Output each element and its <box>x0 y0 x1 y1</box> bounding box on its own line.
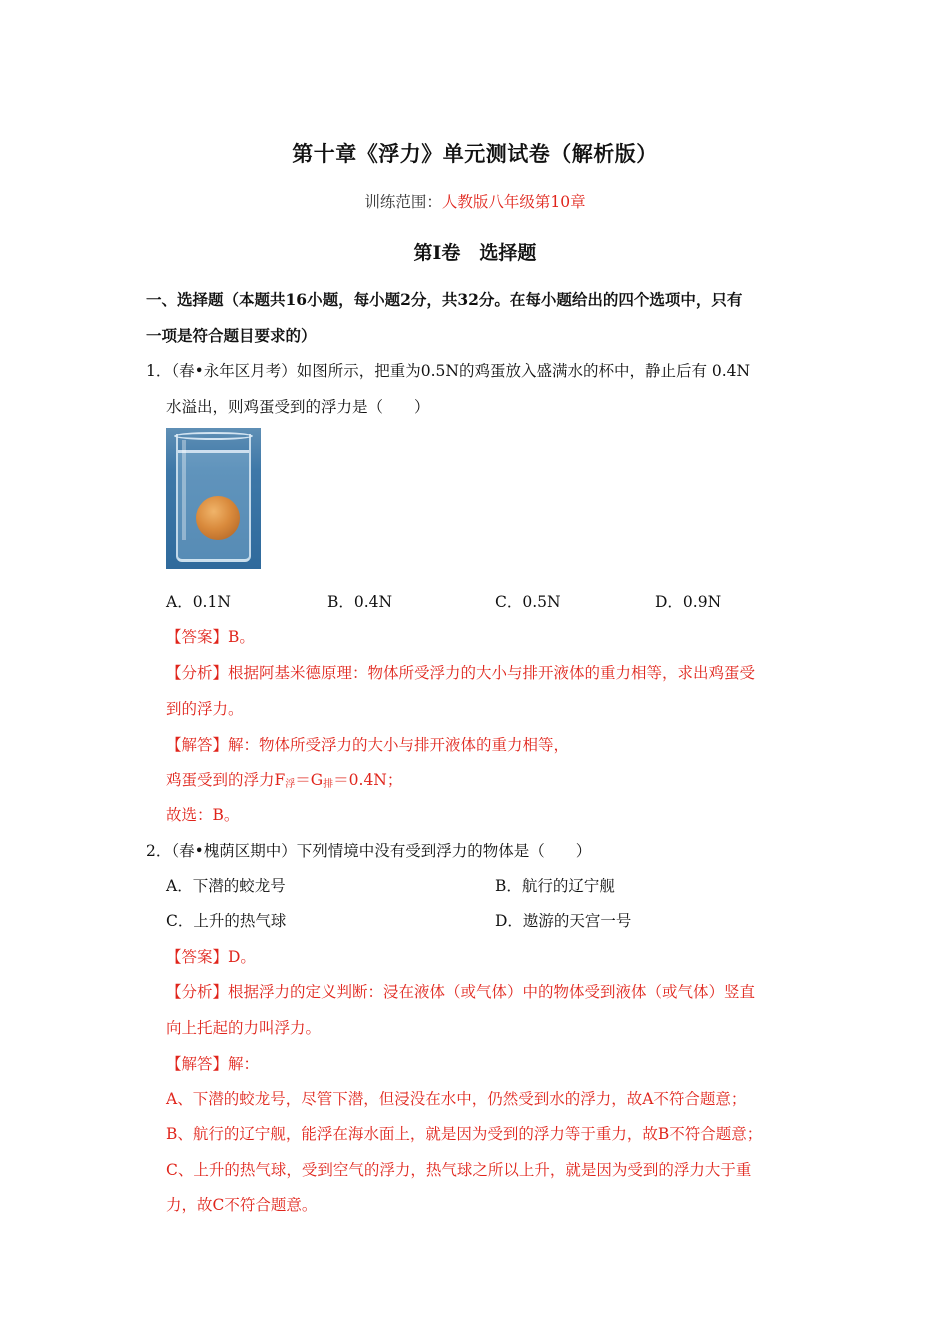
q1-option-d: D．0.9N <box>655 593 722 611</box>
q2-solution-c-line2: 力，故C不符合题意。 <box>166 1196 318 1214</box>
q1-solution-value: ＝0.4N； <box>333 771 403 789</box>
glass <box>176 434 251 562</box>
q1-option-a: A．0.1N <box>166 593 231 611</box>
q2-solution-c-line1: C、上升的热气球，受到空气的浮力，热气球之所以上升，就是因为受到的浮力大于重 <box>166 1161 752 1179</box>
q2-solution-a: A、下潜的蛟龙号，尽管下潜，但浸没在水中，仍然受到水的浮力，故A不符合题意； <box>166 1090 747 1108</box>
glass-rim <box>174 432 253 440</box>
q1-option-c: C．0.5N <box>495 593 561 611</box>
q1-analysis-line1: 【分析】根据阿基米德原理：物体所受浮力的大小与排开液体的重力相等，求出鸡蛋受 <box>166 664 756 682</box>
q2-option-c: C．上升的热气球 <box>166 912 287 930</box>
q1-solution-line2 <box>166 770 402 795</box>
q2-answer: 【答案】D。 <box>166 948 256 966</box>
q2-analysis-line2: 向上托起的力叫浮力。 <box>166 1019 322 1037</box>
q1-stem-line2: 水溢出，则鸡蛋受到的浮力是（ ） <box>166 398 430 416</box>
range-label: 训练范围： <box>364 193 442 211</box>
q2-solution-b: B、航行的辽宁舰，能浮在海水面上，就是因为受到的浮力等于重力，故B不符合题意； <box>166 1125 763 1143</box>
q2-solution-head: 【解答】解： <box>166 1055 260 1073</box>
q1-option-b: B．0.4N <box>327 593 393 611</box>
q1-solution-buoyancy: 鸡蛋受到的浮力F <box>166 771 286 789</box>
egg-in-glass-image <box>166 428 261 569</box>
q1-subscript-displaced: 排 <box>323 779 334 790</box>
page-title: 第十章《浮力》单元测试卷（解析版） <box>292 141 658 166</box>
q2-analysis-line1: 【分析】根据浮力的定义判断：浸在液体（或气体）中的物体受到液体（或气体）竖直 <box>166 983 756 1001</box>
q2-option-b: B．航行的辽宁舰 <box>495 877 615 895</box>
q2-stem: 2．（春•槐荫区期中）下列情境中没有受到浮力的物体是（ ） <box>146 842 592 860</box>
q1-solution-g: ＝G <box>295 771 324 789</box>
q1-answer: 【答案】B。 <box>166 628 255 646</box>
section-heading-line2: 一项是符合题目要求的） <box>146 326 317 345</box>
q1-analysis-line2: 到的浮力。 <box>166 700 244 718</box>
q1-solution-line1: 【解答】解：物体所受浮力的大小与排开液体的重力相等， <box>166 736 570 754</box>
glass-shine <box>182 440 186 540</box>
q1-stem-line1: 1．（春•永年区月考）如图所示，把重为0.5N的鸡蛋放入盛满水的杯中，静止后有 0.4N <box>146 362 751 380</box>
range-value: 人教版八年级第10章 <box>441 193 586 211</box>
q1-subscript-buoyancy: 浮 <box>285 779 296 790</box>
q1-solution-line3: 故选：B。 <box>166 806 240 824</box>
training-range <box>0 190 950 212</box>
q2-option-a: A．下潜的蛟龙号 <box>166 877 286 895</box>
q2-option-d: D．遨游的天宫一号 <box>495 912 632 930</box>
section-heading-line1: 一、选择题（本题共16小题，每小题2分，共32分。在每小题给出的四个选项中，只有 <box>146 290 743 309</box>
volume-title: 第Ⅰ卷 选择题 <box>413 242 537 264</box>
